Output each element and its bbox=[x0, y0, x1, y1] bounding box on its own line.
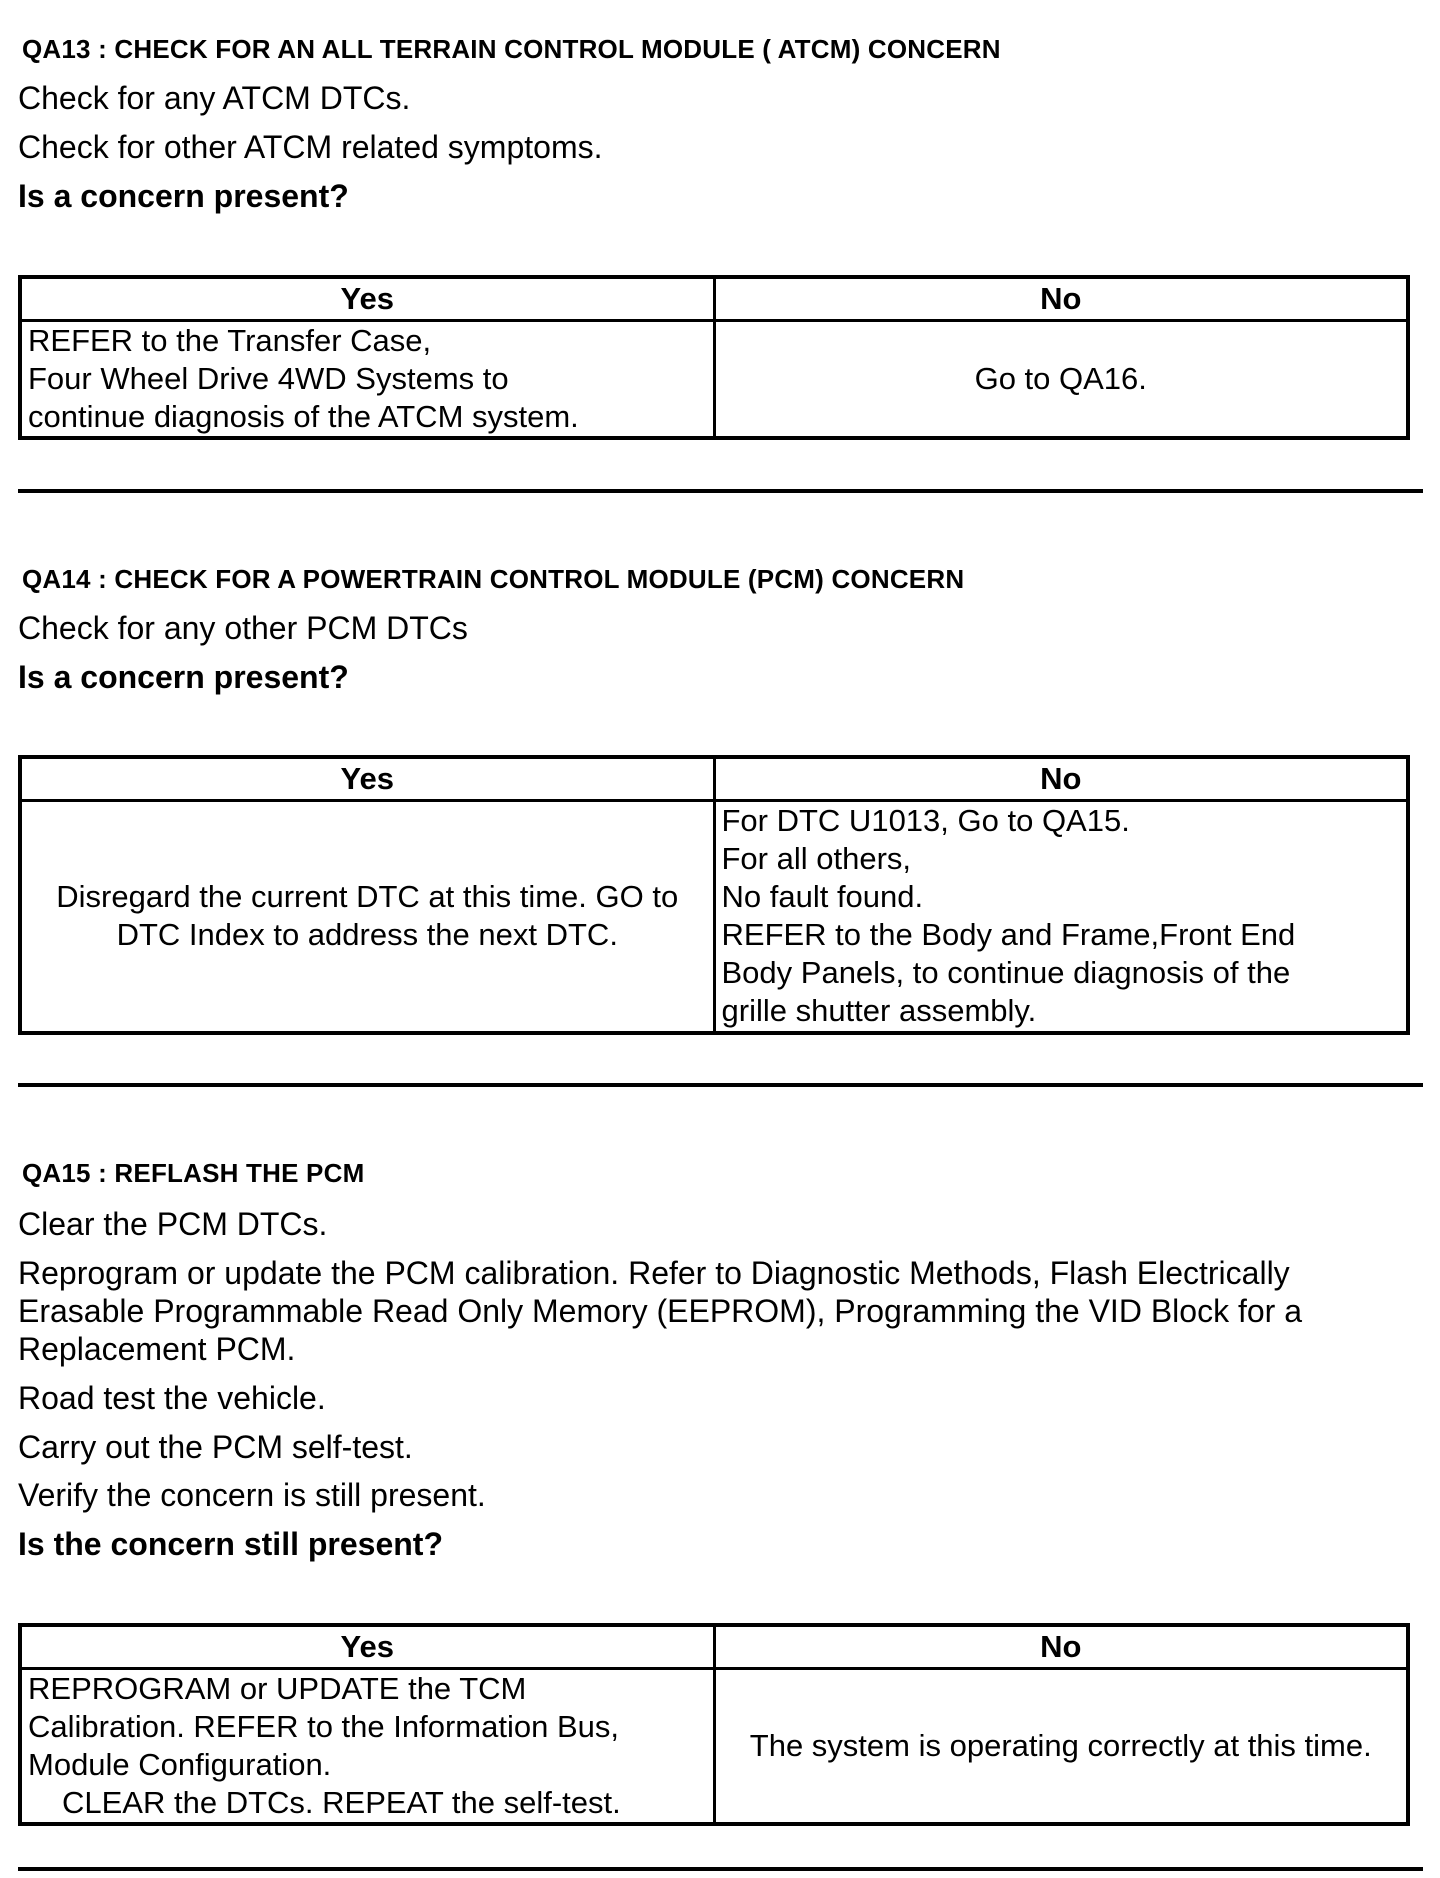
table-header-row bbox=[20, 1625, 1408, 1669]
table-row bbox=[20, 1669, 1408, 1825]
no-cell bbox=[714, 321, 1408, 439]
no-header: No bbox=[714, 277, 1408, 321]
section-divider bbox=[18, 1083, 1423, 1087]
no-header: No bbox=[714, 757, 1408, 801]
yes-header: Yes bbox=[20, 277, 714, 321]
qa15-step-2-cont: Erasable Programmable Read Only Memory (EEPROM), Programming the VID Block for a bbox=[18, 1293, 1302, 1329]
section-divider bbox=[18, 489, 1423, 493]
no-line: For all others, bbox=[721, 841, 912, 877]
table-row bbox=[20, 801, 1408, 1033]
qa15-step-1: Clear the PCM DTCs. bbox=[18, 1206, 328, 1242]
qa15-step-5: Verify the concern is still present. bbox=[18, 1477, 486, 1513]
no-line: Go to QA16. bbox=[974, 361, 1147, 396]
yes-line: Module Configuration. bbox=[28, 1747, 332, 1782]
qa13-heading: QA13 : CHECK FOR AN ALL TERRAIN CONTROL MODULE ( ATCM) CONCERN bbox=[22, 34, 1001, 64]
no-line: The system is operating correctly at this time. bbox=[749, 1728, 1372, 1763]
yes-cell bbox=[20, 801, 714, 1033]
yes-header: Yes bbox=[20, 1625, 714, 1669]
qa13-decision-table bbox=[18, 275, 1410, 440]
qa14-question: Is a concern present? bbox=[18, 659, 349, 695]
yes-header: Yes bbox=[20, 757, 714, 801]
yes-line: DTC Index to address the next DTC. bbox=[116, 917, 618, 953]
yes-line: Four Wheel Drive 4WD Systems to bbox=[28, 361, 509, 396]
qa15-step-2: Reprogram or update the PCM calibration. Refer to Diagnostic Methods, Flash Electrically bbox=[18, 1255, 1290, 1291]
qa15-step-2-cont: Replacement PCM. bbox=[18, 1331, 296, 1367]
no-line: For DTC U1013, Go to QA15. bbox=[721, 803, 1130, 839]
section-divider bbox=[18, 1867, 1423, 1871]
yes-cell bbox=[20, 321, 714, 439]
yes-line: REFER to the Transfer Case, bbox=[28, 323, 432, 358]
qa13-step-2: Check for other ATCM related symptoms. bbox=[18, 129, 603, 165]
qa15-decision-table bbox=[18, 1623, 1410, 1826]
qa15-step-4: Carry out the PCM self-test. bbox=[18, 1429, 413, 1465]
qa15-heading: QA15 : REFLASH THE PCM bbox=[22, 1158, 365, 1188]
yes-line: REPROGRAM or UPDATE the TCM bbox=[28, 1671, 527, 1706]
qa13-question: Is a concern present? bbox=[18, 178, 349, 214]
table-header-row bbox=[20, 277, 1408, 321]
qa14-step-1: Check for any other PCM DTCs bbox=[18, 610, 468, 646]
qa14-heading: QA14 : CHECK FOR A POWERTRAIN CONTROL MODULE (PCM) CONCERN bbox=[22, 564, 965, 594]
qa14-decision-table bbox=[18, 755, 1410, 1035]
qa15-question: Is the concern still present? bbox=[18, 1526, 443, 1562]
yes-cell bbox=[20, 1669, 714, 1825]
qa15-step-3: Road test the vehicle. bbox=[18, 1380, 326, 1416]
no-line: grille shutter assembly. bbox=[721, 993, 1037, 1029]
no-cell bbox=[714, 1669, 1408, 1825]
no-line: Body Panels, to continue diagnosis of the bbox=[721, 955, 1291, 991]
no-cell bbox=[714, 801, 1408, 1033]
qa13-step-1: Check for any ATCM DTCs. bbox=[18, 80, 411, 116]
yes-line: Calibration. REFER to the Information Bus, bbox=[28, 1709, 619, 1744]
table-header-row bbox=[20, 757, 1408, 801]
no-line: REFER to the Body and Frame,Front End bbox=[721, 917, 1296, 953]
yes-line: CLEAR the DTCs. REPEAT the self-test. bbox=[62, 1785, 621, 1820]
no-header: No bbox=[714, 1625, 1408, 1669]
no-line: No fault found. bbox=[721, 879, 924, 915]
table-row bbox=[20, 321, 1408, 439]
yes-line: continue diagnosis of the ATCM system. bbox=[28, 399, 579, 434]
yes-line: Disregard the current DTC at this time. GO to bbox=[56, 879, 679, 915]
